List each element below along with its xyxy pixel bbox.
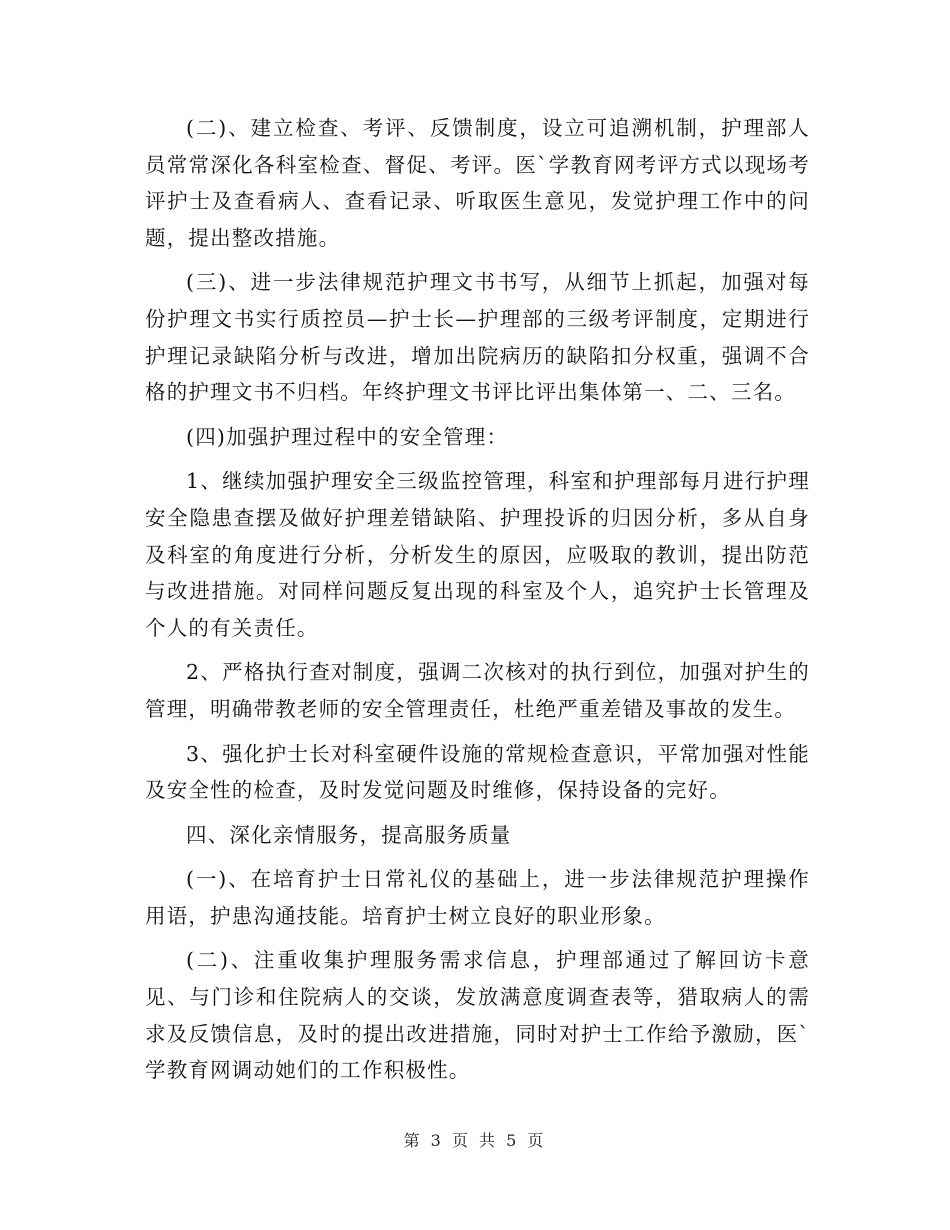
page-footer [0,1128,950,1151]
paragraph-safety-heading: (四)加强护理过程中的安全管理： [186,424,509,449]
section-heading-service-quality: 四、深化亲情服务，提高服务质量 [186,822,512,847]
document-body [145,110,810,1097]
paragraph-etiquette-training: (一)、在培育护士日常礼仪的基础上，进一步法律规范护理操作用语，护患沟通技能。培育护士树立良好的职业形象。 [145,867,810,928]
paragraph-check-system: 2、严格执行查对制度，强调二次核对的执行到位，加强对护生的管理，明确带教老师的安全管理责任，杜绝严重差错及事故的发生。 [145,660,810,721]
paragraph-inspection-system: (二)、建立检查、考评、反馈制度，设立可追溯机制，护理部人员常常深化各科室检查、督促、考评。医`学教育网考评方式以现场考评护士及查看病人、查看记录、听取医生意见，发觉护理工作中的问题，提出整改措施。 [145,116,810,250]
paragraph-equipment-inspection: 3、强化护士长对科室硬件设施的常规检查意识，平常加强对性能及安全性的检查，及时发觉问题及时维修，保持设备的完好。 [145,741,810,803]
page-number-label: 第 3 页 共 5 页 [403,1131,547,1150]
paragraph-safety-monitoring: 1、继续加强护理安全三级监控管理，科室和护理部每月进行护理安全隐患查摆及做好护理差错缺陷、护理投诉的归因分析，多从自身及科室的角度进行分析，分析发生的原因，应吸取的教训，提出防范与改进措施。对同样问题反复出现的科室及个人，追究护士长管理及个人的有关责任。 [145,469,810,640]
paragraph-service-feedback: (二)、注重收集护理服务需求信息，护理部通过了解回访卡意见、与门诊和住院病人的交谈，发放满意度调查表等，猎取病人的需求及反馈信息，及时的提出改进措施，同时对护士工作给予激励，医`学教育网调动她们的工作积极性。 [145,948,810,1083]
paragraph-nursing-documents: (三)、进一步法律规范护理文书书写，从细节上抓起，加强对每份护理文书实行质控员—护士长—护理部的三级考评制度，定期进行护理记录缺陷分析与改进，增加出院病历的缺陷扣分权重，强调不合格的护理文书不归档。年终护理文书评比评出集体第一、二、三名。 [145,270,810,405]
